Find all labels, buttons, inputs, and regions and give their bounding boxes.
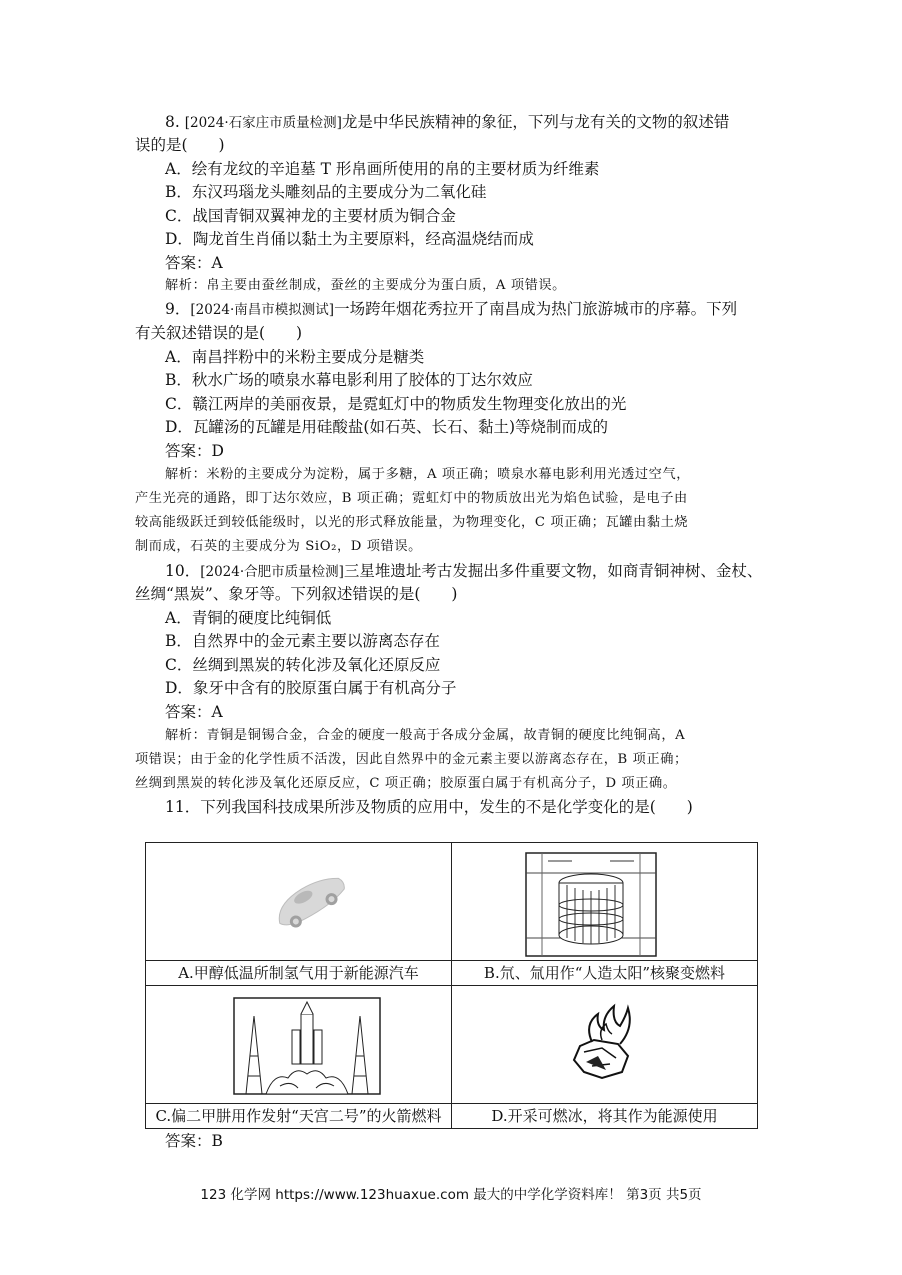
q8-stem-text: 龙是中华民族精神的象征，下列与龙有关的文物的叙述错 [341, 113, 730, 131]
q10-stem-line2: 丝绸“黑炭”、象牙等。下列叙述错误的是( ) [135, 585, 458, 603]
q9-stem-text: 一场跨年烟花秀拉开了南昌成为热门旅游城市的序幕。下列 [334, 300, 738, 318]
q8-explanation: 解析：帛主要由蚕丝制成，蚕丝的主要成分为蛋白质，A 项错误。 [165, 278, 566, 293]
q8-source: [2024·石家庄市质量检测] [184, 115, 342, 131]
q8-option-d: D．陶龙首生肖俑以黏土为主要原料，经高温烧结而成 [165, 230, 534, 248]
q8-option-c: C．战国青铜双翼神龙的主要材质为铜合金 [165, 207, 456, 225]
q10-explanation-line2: 项错误；由于金的化学性质不活泼，因此自然界中的金元素主要以游离态存在，B 项正确； [135, 752, 688, 767]
q10-option-a: A．青铜的硬度比纯铜低 [165, 609, 332, 627]
q9-stem-line1 [165, 299, 737, 320]
q9-explanation-line3: 较高能级跃迁到较低能级时，以光的形式释放能量，为物理变化，C 项正确；瓦罐由黏土烧 [135, 515, 689, 530]
q9-option-c: C．赣江两岸的美丽夜景，是霓虹灯中的物质发生物理变化放出的光 [165, 395, 627, 413]
fusion-reactor-icon [452, 843, 757, 960]
q11-image-d-cell [452, 986, 758, 1104]
q8-stem-line2: 误的是( ) [135, 136, 225, 154]
q11-image-b-cell [452, 843, 758, 961]
q10-explanation-line1: 解析：青铜是铜锡合金，合金的硬度一般高于各成分金属，故青铜的硬度比纯铜高，A [165, 728, 686, 743]
q10-number: 10． [165, 562, 201, 580]
q8-answer: 答案：A [165, 254, 223, 272]
q10-option-b: B．自然界中的金元素主要以游离态存在 [165, 632, 440, 650]
q9-option-d: D．瓦罐汤的瓦罐是用硅酸盐(如石英、长石、黏土)等烧制而成的 [165, 418, 609, 436]
q11-caption-c: C.偏二甲肼用作发射“天宫二号”的火箭燃料 [146, 1104, 452, 1129]
q10-answer: 答案：A [165, 703, 223, 721]
q10-option-c: C．丝绸到黑炭的转化涉及氧化还原反应 [165, 656, 441, 674]
q9-stem-line2: 有关叙述错误的是( ) [135, 324, 303, 342]
q9-option-b: B．秋水广场的喷泉水幕电影利用了胶体的丁达尔效应 [165, 371, 533, 389]
q8-option-a: A．绘有龙纹的辛追墓 T 形帛画所使用的帛的主要材质为纤维素 [165, 160, 600, 178]
footer-slogan: 最大的中学化学资料库！ [473, 1187, 622, 1203]
q9-explanation-line1: 解析：米粉的主要成分为淀粉，属于多糖，A 项正确；喷泉水幕电影利用光透过空气， [165, 467, 691, 482]
q11-image-a-cell [146, 843, 452, 961]
q8-number: 8. [165, 113, 180, 131]
footer-url[interactable]: https://www.123huaxue.com [275, 1187, 469, 1203]
q10-explanation-line3: 丝绸到黑炭的转化涉及氧化还原反应，C 项正确；胶原蛋白属于有机高分子，D 项正确。 [135, 776, 677, 791]
q11-caption-d: D.开采可燃冰，将其作为能源使用 [452, 1104, 758, 1129]
q9-source: [2024·南昌市模拟测试] [190, 302, 335, 318]
q11-answer: 答案：B [165, 1132, 223, 1150]
q9-explanation-line4: 制而成，石英的主要成分为 SiO₂，D 项错误。 [135, 539, 422, 554]
footer-page-number: 第3页 共5页 [626, 1187, 702, 1203]
rocket-launch-icon [146, 986, 451, 1103]
q8-option-b: B．东汉玛瑙龙头雕刻品的主要成分为二氧化硅 [165, 183, 487, 201]
q10-option-d: D．象牙中含有的胶原蛋白属于有机高分子 [165, 679, 457, 697]
page-footer [0, 1183, 902, 1203]
q9-answer: 答案：D [165, 442, 224, 460]
q11-image-c-cell [146, 986, 452, 1104]
q9-number: 9． [165, 300, 191, 318]
burning-ice-icon [452, 986, 757, 1103]
q10-source: [2024·合肥市质量检测] [200, 564, 344, 580]
q11-stem: 11．下列我国科技成果所涉及物质的应用中，发生的不是化学变化的是( ) [165, 798, 693, 816]
footer-site: 123 化学网 [200, 1187, 271, 1203]
q9-explanation-line2: 产生光亮的通路，即丁达尔效应，B 项正确；霓虹灯中的物质放出光为焰色试验，是电子由 [135, 491, 688, 506]
q10-stem-line1 [165, 561, 762, 582]
q11-caption-b: B.氘、氚用作“人造太阳”核聚变燃料 [452, 961, 758, 986]
q8-stem-line1 [165, 112, 729, 133]
q11-options-table [145, 842, 758, 1129]
q10-stem-text: 三星堆遗址考古发掘出多件重要文物，如商青铜神树、金杖、 [343, 562, 763, 580]
q9-option-a: A．南昌拌粉中的米粉主要成分是糖类 [165, 348, 425, 366]
q11-caption-a: A.甲醇低温所制氢气用于新能源汽车 [146, 961, 452, 986]
car-icon [146, 843, 451, 960]
